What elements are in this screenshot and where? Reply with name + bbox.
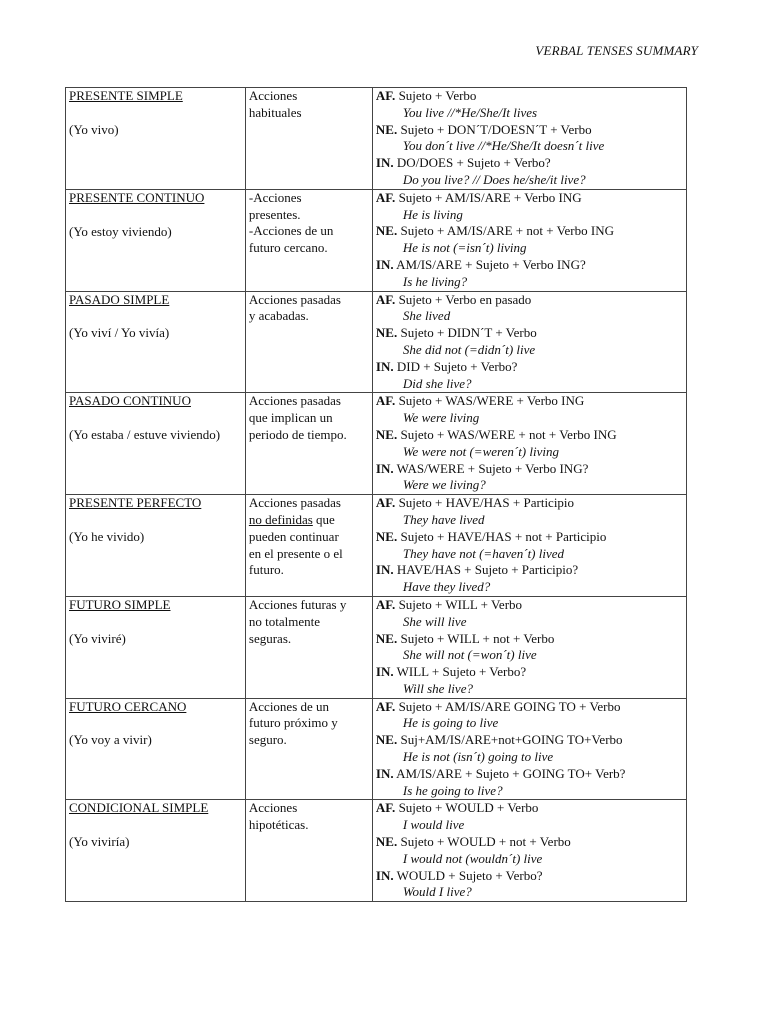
interrogative-line bbox=[376, 664, 683, 681]
affirmative-structure: Sujeto + WILL + Verbo bbox=[398, 596, 523, 612]
negative-line bbox=[376, 122, 683, 139]
forms-cell bbox=[372, 189, 686, 291]
tense-cell bbox=[66, 393, 246, 495]
tense-name: CONDICIONAL SIMPLE bbox=[69, 800, 209, 816]
negative-structure: Sujeto + WAS/WERE + not + Verbo ING bbox=[400, 426, 617, 442]
interrogative-example: Were we living? bbox=[402, 477, 486, 493]
interrogative-line bbox=[376, 155, 683, 172]
tense-name: FUTURO CERCANO bbox=[69, 698, 187, 714]
interrogative-line bbox=[376, 868, 683, 885]
affirmative-label: AF. bbox=[375, 698, 396, 714]
forms-cell bbox=[372, 596, 686, 698]
negative-structure: Sujeto + DON´T/DOESN´T + Verbo bbox=[400, 121, 592, 137]
interrogative-label: IN. bbox=[375, 765, 394, 781]
interrogative-example: Is he living? bbox=[402, 273, 468, 289]
negative-label: NE. bbox=[375, 223, 398, 239]
tense-spanish-example: (Yo he vivido) bbox=[69, 528, 145, 544]
usage-cell bbox=[245, 189, 372, 291]
usage-line: futuro cercano. bbox=[248, 240, 328, 256]
affirmative-example: I would live bbox=[402, 817, 465, 833]
negative-example: He is not (isn´t) going to live bbox=[402, 749, 554, 765]
interrogative-label: IN. bbox=[375, 664, 394, 680]
usage-cell bbox=[245, 495, 372, 597]
affirmative-line bbox=[376, 292, 683, 309]
interrogative-structure: DO/DOES + Sujeto + Verbo? bbox=[396, 155, 551, 171]
tense-spanish-example: (Yo viví / Yo vivía) bbox=[69, 325, 170, 341]
interrogative-example: Have they lived? bbox=[402, 579, 491, 595]
affirmative-structure: Sujeto + HAVE/HAS + Participio bbox=[398, 495, 575, 511]
interrogative-label: IN. bbox=[375, 867, 394, 883]
tense-spanish-example: (Yo viviré) bbox=[69, 630, 126, 646]
interrogative-structure: WAS/WERE + Sujeto + Verbo ING? bbox=[396, 460, 589, 476]
spacer bbox=[69, 207, 242, 224]
negative-structure: Sujeto + WOULD + not + Verbo bbox=[400, 834, 571, 850]
negative-example: We were not (=weren´t) living bbox=[402, 443, 559, 459]
usage-line: Acciones pasadas bbox=[248, 291, 341, 307]
usage-line: futuro próximo y bbox=[248, 715, 338, 731]
tense-row bbox=[66, 189, 687, 291]
tenses-table bbox=[65, 87, 687, 902]
tense-spanish-example: (Yo vivo) bbox=[69, 121, 119, 137]
usage-text: que bbox=[312, 511, 335, 527]
negative-example: She did not (=didn´t) live bbox=[402, 341, 536, 357]
usage-text: Acciones pasadas bbox=[248, 495, 341, 511]
negative-structure: Suj+AM/IS/ARE+not+GOING TO+Verbo bbox=[400, 732, 623, 748]
negative-structure: Sujeto + DIDN´T + Verbo bbox=[400, 325, 537, 341]
interrogative-structure: AM/IS/ARE + Sujeto + Verbo ING? bbox=[396, 256, 586, 272]
tense-name: PRESENTE SIMPLE bbox=[69, 88, 183, 103]
interrogative-structure: WILL + Sujeto + Verbo? bbox=[396, 664, 527, 680]
negative-structure: Sujeto + AM/IS/ARE + not + Verbo ING bbox=[400, 223, 614, 239]
forms-cell bbox=[372, 698, 686, 800]
negative-label: NE. bbox=[375, 426, 398, 442]
usage-line: hipotéticas. bbox=[248, 817, 309, 833]
tense-cell bbox=[66, 698, 246, 800]
interrogative-line bbox=[376, 461, 683, 478]
affirmative-structure: Sujeto + Verbo en pasado bbox=[398, 291, 532, 307]
affirmative-label: AF. bbox=[375, 800, 396, 816]
usage-underlined-text: no definidas bbox=[248, 511, 313, 527]
usage-cell bbox=[245, 393, 372, 495]
interrogative-structure: AM/IS/ARE + Sujeto + GOING TO+ Verb? bbox=[396, 765, 626, 781]
document-title: VERBAL TENSES SUMMARY bbox=[535, 43, 698, 58]
forms-cell bbox=[372, 495, 686, 597]
negative-label: NE. bbox=[375, 325, 398, 341]
usage-line: habituales bbox=[248, 104, 302, 120]
usage-line: presentes. bbox=[248, 206, 301, 222]
usage-cell bbox=[245, 698, 372, 800]
spacer bbox=[69, 715, 242, 732]
interrogative-example: Did she live? bbox=[402, 375, 472, 391]
usage-line: en el presente o el bbox=[248, 545, 343, 561]
usage-line: Acciones pasadas bbox=[248, 393, 341, 409]
usage-cell bbox=[245, 88, 372, 190]
tense-name: PRESENTE PERFECTO bbox=[69, 495, 202, 511]
usage-line bbox=[249, 495, 369, 512]
tense-row bbox=[66, 495, 687, 597]
tense-spanish-example: (Yo voy a vivir) bbox=[69, 732, 152, 748]
tense-cell bbox=[66, 800, 246, 902]
affirmative-structure: Sujeto + WAS/WERE + Verbo ING bbox=[398, 393, 585, 409]
interrogative-label: IN. bbox=[375, 155, 394, 171]
tense-cell bbox=[66, 495, 246, 597]
interrogative-line bbox=[376, 257, 683, 274]
usage-line: Acciones bbox=[248, 88, 298, 103]
forms-cell bbox=[372, 291, 686, 393]
tense-cell bbox=[66, 596, 246, 698]
tense-row bbox=[66, 800, 687, 902]
affirmative-structure: Sujeto + AM/IS/ARE GOING TO + Verbo bbox=[398, 698, 621, 714]
negative-label: NE. bbox=[375, 834, 398, 850]
negative-label: NE. bbox=[375, 528, 398, 544]
affirmative-line bbox=[376, 190, 683, 207]
affirmative-label: AF. bbox=[375, 596, 396, 612]
spacer bbox=[69, 308, 242, 325]
affirmative-line bbox=[376, 393, 683, 410]
forms-cell bbox=[372, 800, 686, 902]
usage-cell bbox=[245, 291, 372, 393]
negative-label: NE. bbox=[375, 121, 398, 137]
negative-line bbox=[376, 325, 683, 342]
tense-row bbox=[66, 88, 687, 190]
tense-spanish-example: (Yo estaba / estuve viviendo) bbox=[69, 427, 221, 443]
usage-cell bbox=[245, 596, 372, 698]
affirmative-line bbox=[376, 699, 683, 716]
interrogative-label: IN. bbox=[375, 256, 394, 272]
affirmative-structure: Sujeto + AM/IS/ARE + Verbo ING bbox=[398, 189, 582, 205]
usage-line: y acabadas. bbox=[248, 308, 309, 324]
negative-example: She will not (=won´t) live bbox=[402, 647, 537, 663]
affirmative-label: AF. bbox=[375, 189, 396, 205]
tense-row bbox=[66, 596, 687, 698]
negative-example: He is not (=isn´t) living bbox=[402, 240, 527, 256]
usage-line: -Acciones de un bbox=[248, 223, 334, 239]
tense-cell bbox=[66, 291, 246, 393]
tense-name: FUTURO SIMPLE bbox=[69, 596, 171, 612]
interrogative-structure: WOULD + Sujeto + Verbo? bbox=[396, 867, 543, 883]
spacer bbox=[69, 105, 242, 122]
negative-line bbox=[376, 631, 683, 648]
usage-line: seguro. bbox=[248, 732, 287, 748]
interrogative-line bbox=[376, 766, 683, 783]
spacer bbox=[69, 512, 242, 529]
affirmative-example: We were living bbox=[402, 410, 480, 426]
negative-label: NE. bbox=[375, 732, 398, 748]
affirmative-label: AF. bbox=[375, 393, 396, 409]
usage-line: seguras. bbox=[248, 630, 292, 646]
interrogative-example: Is he going to live? bbox=[402, 782, 503, 798]
negative-structure: Sujeto + WILL + not + Verbo bbox=[400, 630, 555, 646]
negative-label: NE. bbox=[375, 630, 398, 646]
interrogative-example: Will she live? bbox=[402, 680, 473, 696]
interrogative-structure: DID + Sujeto + Verbo? bbox=[396, 358, 518, 374]
affirmative-label: AF. bbox=[375, 291, 396, 307]
spacer bbox=[69, 817, 242, 834]
usage-line: Acciones de un bbox=[248, 698, 330, 714]
affirmative-example: They have lived bbox=[402, 511, 485, 527]
tense-spanish-example: (Yo viviría) bbox=[69, 834, 130, 850]
usage-line: -Acciones bbox=[248, 189, 302, 205]
affirmative-line bbox=[376, 88, 683, 105]
usage-line: futuro. bbox=[248, 562, 284, 578]
forms-cell bbox=[372, 88, 686, 190]
affirmative-structure: Sujeto + Verbo bbox=[398, 88, 477, 103]
interrogative-example: Would I live? bbox=[402, 884, 472, 900]
tense-name: PRESENTE CONTINUO bbox=[69, 189, 205, 205]
affirmative-line bbox=[376, 597, 683, 614]
interrogative-line bbox=[376, 562, 683, 579]
tenses-table-body bbox=[66, 88, 687, 902]
affirmative-line bbox=[376, 800, 683, 817]
affirmative-example: You live //*He/She/It lives bbox=[402, 104, 538, 120]
negative-example: They have not (=haven´t) lived bbox=[402, 545, 565, 561]
usage-line: periodo de tiempo. bbox=[248, 426, 347, 442]
affirmative-structure: Sujeto + WOULD + Verbo bbox=[398, 800, 539, 816]
usage-line: no totalmente bbox=[248, 613, 321, 629]
interrogative-line bbox=[376, 359, 683, 376]
negative-line bbox=[376, 427, 683, 444]
tense-name: PASADO CONTINUO bbox=[69, 393, 191, 409]
interrogative-label: IN. bbox=[375, 562, 394, 578]
usage-line: Acciones futuras y bbox=[248, 596, 347, 612]
usage-cell bbox=[245, 800, 372, 902]
affirmative-example: He is going to live bbox=[402, 715, 499, 731]
usage-line bbox=[249, 512, 369, 529]
affirmative-example: She lived bbox=[402, 308, 451, 324]
tense-row bbox=[66, 393, 687, 495]
affirmative-label: AF. bbox=[375, 88, 396, 103]
tense-row bbox=[66, 291, 687, 393]
negative-line bbox=[376, 529, 683, 546]
affirmative-example: She will live bbox=[402, 613, 467, 629]
negative-line bbox=[376, 732, 683, 749]
affirmative-example: He is living bbox=[402, 206, 463, 222]
affirmative-label: AF. bbox=[375, 495, 396, 511]
forms-cell bbox=[372, 393, 686, 495]
tense-spanish-example: (Yo estoy viviendo) bbox=[69, 223, 172, 239]
tense-name: PASADO SIMPLE bbox=[69, 291, 170, 307]
tense-cell bbox=[66, 88, 246, 190]
usage-line: que implican un bbox=[248, 410, 333, 426]
negative-structure: Sujeto + HAVE/HAS + not + Participio bbox=[400, 528, 607, 544]
negative-example: I would not (wouldn´t) live bbox=[402, 850, 543, 866]
spacer bbox=[69, 614, 242, 631]
interrogative-example: Do you live? // Does he/she/it live? bbox=[402, 171, 586, 187]
spacer bbox=[69, 410, 242, 427]
negative-example: You don´t live //*He/She/It doesn´t live bbox=[402, 138, 605, 154]
affirmative-line bbox=[376, 495, 683, 512]
interrogative-label: IN. bbox=[375, 460, 394, 476]
negative-line bbox=[376, 223, 683, 240]
tense-cell bbox=[66, 189, 246, 291]
interrogative-structure: HAVE/HAS + Sujeto + Participio? bbox=[396, 562, 579, 578]
usage-line: pueden continuar bbox=[248, 528, 339, 544]
tense-row bbox=[66, 698, 687, 800]
negative-line bbox=[376, 834, 683, 851]
interrogative-label: IN. bbox=[375, 358, 394, 374]
usage-line: Acciones bbox=[248, 800, 298, 816]
